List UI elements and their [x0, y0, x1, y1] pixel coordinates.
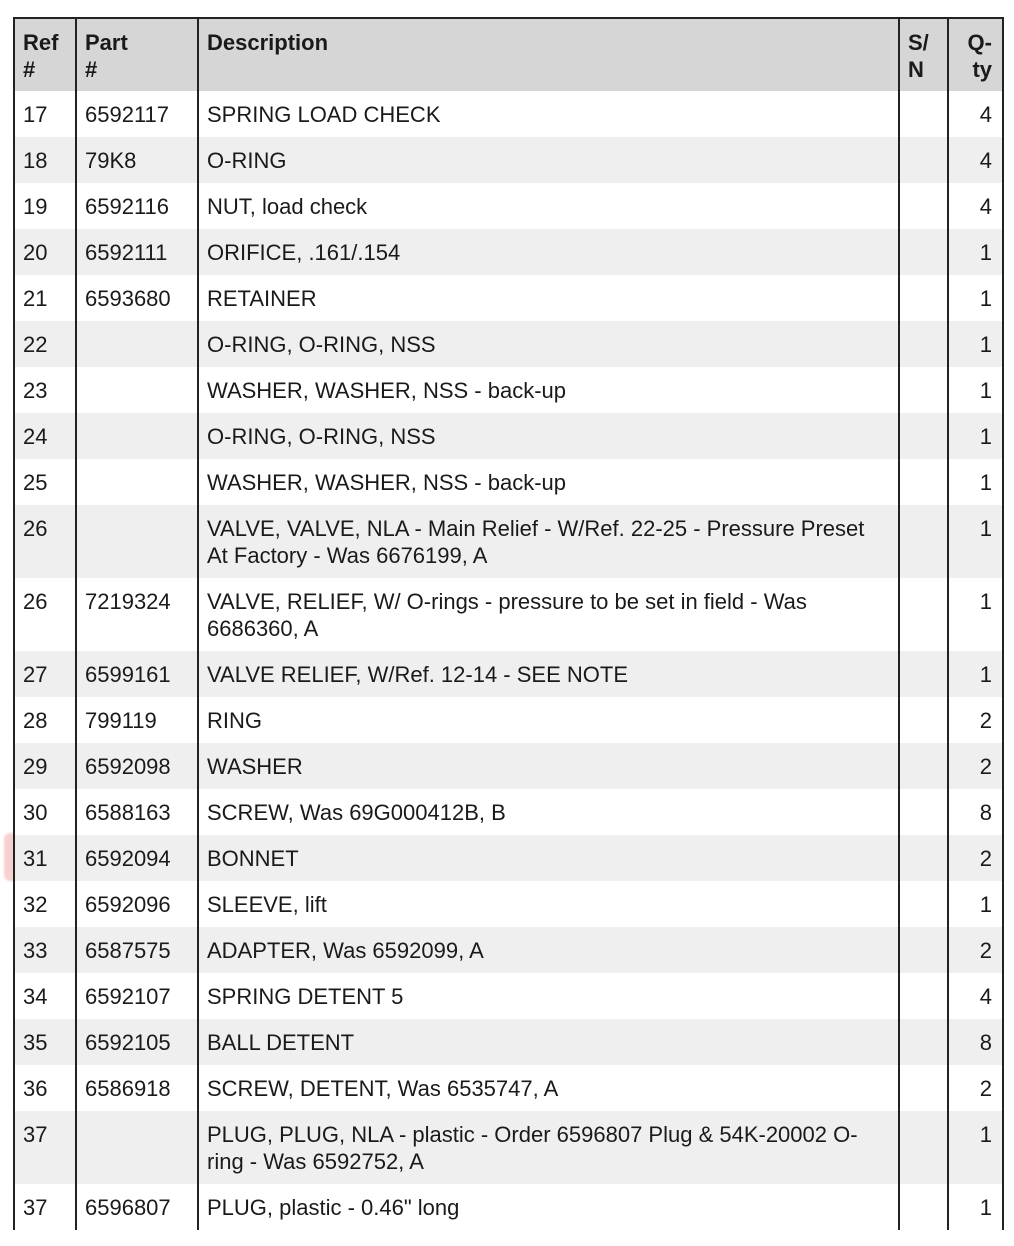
cell-description: BALL DETENT [198, 1019, 899, 1065]
table-row [14, 578, 1003, 651]
cell-part-number [76, 321, 198, 367]
cell-qty: 4 [948, 183, 1003, 229]
cell-qty: 2 [948, 927, 1003, 973]
cell-sn [899, 881, 948, 927]
table-row [14, 91, 1003, 137]
cell-part-number: 799119 [76, 697, 198, 743]
table-row [14, 881, 1003, 927]
cell-sn [899, 789, 948, 835]
cell-description: O-RING, O-RING, NSS [198, 413, 899, 459]
cell-qty: 2 [948, 1065, 1003, 1111]
table-row [14, 413, 1003, 459]
cell-qty: 8 [948, 789, 1003, 835]
header-row [14, 18, 1003, 91]
table-row [14, 321, 1003, 367]
cell-sn [899, 927, 948, 973]
cell-part-number: 6593680 [76, 275, 198, 321]
cell-description: ORIFICE, .161/.154 [198, 229, 899, 275]
cell-part-number: 6592105 [76, 1019, 198, 1065]
cell-qty: 1 [948, 229, 1003, 275]
cell-ref: 23 [14, 367, 76, 413]
cell-part-number: 6587575 [76, 927, 198, 973]
cell-ref: 26 [14, 505, 76, 578]
table-row [14, 1065, 1003, 1111]
cell-part-number: 6592117 [76, 91, 198, 137]
cell-description: RING [198, 697, 899, 743]
table-row [14, 459, 1003, 505]
cell-description: O-RING, O-RING, NSS [198, 321, 899, 367]
cell-qty: 1 [948, 881, 1003, 927]
cell-ref: 22 [14, 321, 76, 367]
cell-qty: 1 [948, 275, 1003, 321]
table-row [14, 229, 1003, 275]
table-row [14, 275, 1003, 321]
table-row [14, 697, 1003, 743]
cell-description: PLUG, PLUG, NLA - plastic - Order 6596807 Plug & 54K-20002 O-ring - Was 6592752, A [198, 1111, 899, 1184]
cell-ref: 37 [14, 1184, 76, 1230]
header-ref: Ref # [14, 18, 76, 91]
table-row [14, 367, 1003, 413]
table-row [14, 183, 1003, 229]
cell-ref: 27 [14, 651, 76, 697]
cell-description: SPRING LOAD CHECK [198, 91, 899, 137]
table-row [14, 1184, 1003, 1230]
cell-qty: 8 [948, 1019, 1003, 1065]
cell-description: NUT, load check [198, 183, 899, 229]
cell-part-number: 7219324 [76, 578, 198, 651]
cell-sn [899, 459, 948, 505]
cell-part-number [76, 505, 198, 578]
table-row [14, 651, 1003, 697]
parts-table [13, 17, 1004, 1230]
table-row [14, 927, 1003, 973]
cell-qty: 1 [948, 578, 1003, 651]
cell-sn [899, 578, 948, 651]
cell-ref: 26 [14, 578, 76, 651]
cell-qty: 1 [948, 459, 1003, 505]
table-row [14, 137, 1003, 183]
cell-sn [899, 321, 948, 367]
cell-ref: 34 [14, 973, 76, 1019]
cell-description: BONNET [198, 835, 899, 881]
cell-description: SCREW, DETENT, Was 6535747, A [198, 1065, 899, 1111]
cell-sn [899, 973, 948, 1019]
cell-qty: 2 [948, 835, 1003, 881]
cell-qty: 1 [948, 1111, 1003, 1184]
cell-description: VALVE, RELIEF, W/ O-rings - pressure to be set in field - Was 6686360, A [198, 578, 899, 651]
cell-sn [899, 505, 948, 578]
cell-ref: 31 [14, 835, 76, 881]
cell-sn [899, 183, 948, 229]
cell-description: ADAPTER, Was 6592099, A [198, 927, 899, 973]
cell-part-number [76, 1111, 198, 1184]
cell-ref: 20 [14, 229, 76, 275]
table-row [14, 505, 1003, 578]
table-row [14, 1111, 1003, 1184]
cell-description: WASHER [198, 743, 899, 789]
cell-qty: 4 [948, 973, 1003, 1019]
cell-description: O-RING [198, 137, 899, 183]
header-part: Part # [76, 18, 198, 91]
cell-description: SPRING DETENT 5 [198, 973, 899, 1019]
cell-ref: 25 [14, 459, 76, 505]
table-row [14, 973, 1003, 1019]
cell-part-number: 6588163 [76, 789, 198, 835]
cell-part-number: 79K8 [76, 137, 198, 183]
cell-ref: 30 [14, 789, 76, 835]
table-row [14, 743, 1003, 789]
cell-qty: 1 [948, 321, 1003, 367]
cell-sn [899, 1065, 948, 1111]
cell-sn [899, 91, 948, 137]
cell-part-number: 6592094 [76, 835, 198, 881]
cell-qty: 2 [948, 743, 1003, 789]
cell-ref: 24 [14, 413, 76, 459]
cell-description: PLUG, plastic - 0.46" long [198, 1184, 899, 1230]
cell-sn [899, 743, 948, 789]
cell-sn [899, 229, 948, 275]
cell-ref: 21 [14, 275, 76, 321]
cell-qty: 1 [948, 1184, 1003, 1230]
cell-sn [899, 137, 948, 183]
cell-sn [899, 1019, 948, 1065]
table-row [14, 789, 1003, 835]
cell-ref: 33 [14, 927, 76, 973]
cell-part-number: 6592098 [76, 743, 198, 789]
cell-description: VALVE RELIEF, W/Ref. 12-14 - SEE NOTE [198, 651, 899, 697]
cell-description: SCREW, Was 69G000412B, B [198, 789, 899, 835]
cell-qty: 1 [948, 505, 1003, 578]
cell-qty: 1 [948, 651, 1003, 697]
cell-ref: 19 [14, 183, 76, 229]
cell-part-number: 6599161 [76, 651, 198, 697]
cell-qty: 1 [948, 413, 1003, 459]
cell-part-number: 6586918 [76, 1065, 198, 1111]
cell-description: SLEEVE, lift [198, 881, 899, 927]
cell-ref: 17 [14, 91, 76, 137]
cell-part-number: 6592116 [76, 183, 198, 229]
cell-part-number [76, 367, 198, 413]
cell-sn [899, 697, 948, 743]
cell-description: WASHER, WASHER, NSS - back-up [198, 367, 899, 413]
cell-description: WASHER, WASHER, NSS - back-up [198, 459, 899, 505]
cell-qty: 2 [948, 697, 1003, 743]
cell-sn [899, 1184, 948, 1230]
cell-sn [899, 413, 948, 459]
cell-ref: 36 [14, 1065, 76, 1111]
cell-qty: 4 [948, 91, 1003, 137]
cell-sn [899, 275, 948, 321]
header-qty: Q- ty [948, 18, 1003, 91]
cell-part-number: 6592107 [76, 973, 198, 1019]
cell-part-number: 6592096 [76, 881, 198, 927]
cell-ref: 32 [14, 881, 76, 927]
cell-part-number [76, 459, 198, 505]
cell-description: RETAINER [198, 275, 899, 321]
cell-ref: 18 [14, 137, 76, 183]
cell-part-number [76, 413, 198, 459]
table-row [14, 835, 1003, 881]
cell-sn [899, 367, 948, 413]
cell-sn [899, 835, 948, 881]
cell-sn [899, 1111, 948, 1184]
cell-ref: 29 [14, 743, 76, 789]
cell-ref: 37 [14, 1111, 76, 1184]
cell-qty: 4 [948, 137, 1003, 183]
cell-ref: 28 [14, 697, 76, 743]
table-row [14, 1019, 1003, 1065]
cell-part-number: 6592111 [76, 229, 198, 275]
cell-description: VALVE, VALVE, NLA - Main Relief - W/Ref. 22-25 - Pressure Preset At Factory - Was 6676199, A [198, 505, 899, 578]
cell-ref: 35 [14, 1019, 76, 1065]
header-description: Description [198, 18, 899, 91]
cell-part-number: 6596807 [76, 1184, 198, 1230]
cell-qty: 1 [948, 367, 1003, 413]
header-sn: S/ N [899, 18, 948, 91]
cell-sn [899, 651, 948, 697]
